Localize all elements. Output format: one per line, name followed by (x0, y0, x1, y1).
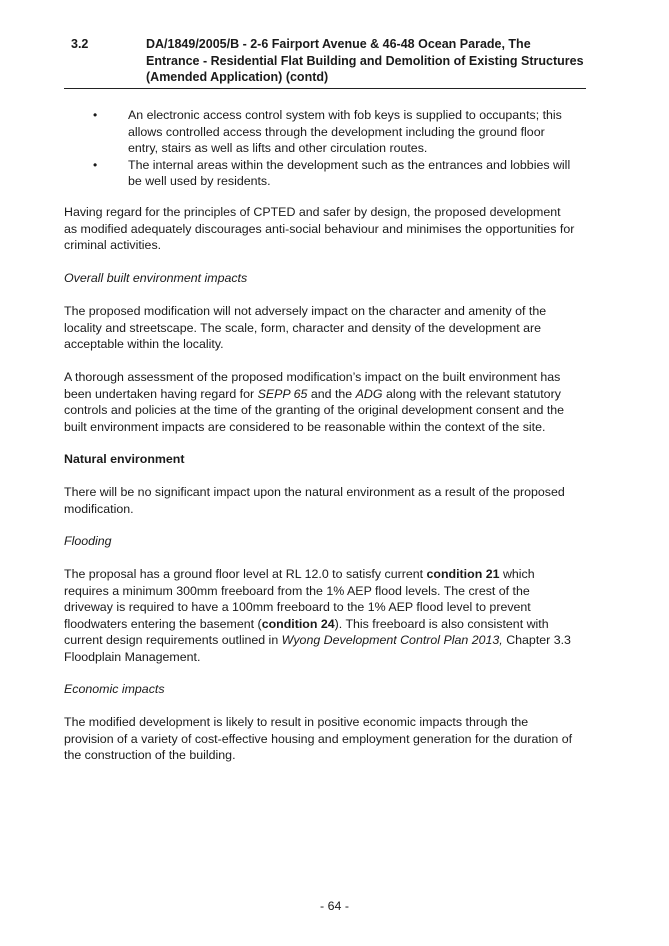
natural-heading: Natural environment (64, 452, 185, 466)
list-item (64, 157, 576, 190)
text-run: Chapter 3.3 Floodplain Management. (64, 633, 571, 664)
bullet-text: An electronic access control system with fob keys is supplied to occupants; this allows controlled access through the development including the ground floor entry, stairs as well as lifts and other circulation routes. (128, 108, 562, 155)
bullet-text: The internal areas within the development such as the entrances and lobbies will be well used by residents. (128, 157, 571, 188)
page-number: - 64 - (320, 899, 349, 913)
text-run: ). This freeboard is also consistent with current design requirements outlined in (64, 616, 549, 647)
flooding-paragraph (64, 566, 576, 665)
condition-reference: condition 21 (426, 567, 500, 581)
text-run: A thorough assessment of the proposed modification’s impact on the built environment has been undertaken having regard for (64, 370, 561, 401)
economic-paragraph: The modified development is likely to result in positive economic impacts through the provision of a variety of cost-effective housing and employment generation for the duration of the construction of the building. (64, 715, 573, 762)
overall-heading: Overall built environment impacts (64, 271, 248, 285)
overall-paragraph-1: The proposed modification will not adversely impact on the character and amenity of the locality and streetscape. The scale, form, character and density of the development are acceptable within the locality. (64, 304, 547, 351)
condition-reference: condition 24 (261, 616, 335, 631)
bullet-list (64, 107, 576, 190)
bullet-icon: • (93, 108, 98, 122)
text-run: which requires a minimum 300mm freeboard from the 1% AEP flood levels. The crest of the driveway is required to have a 100mm freeboard to the 1% AEP flood level to prevent floodwaters entering the basement ( (64, 567, 535, 631)
adg-reference: ADG (355, 386, 383, 401)
text-run: along with the relevant statutory controls and policies at the time of the granting of the original development consent and the built environment impacts are considered to be reasonable within the context of the site. (64, 386, 565, 434)
text-run: The proposal has a ground floor level at RL 12.0 to satisfy current (64, 567, 427, 581)
cpted-paragraph: Having regard for the principles of CPTED and safer by design, the proposed development as modified adequately discourages anti-social behaviour and minimises the opportunities for criminal activities. (64, 205, 575, 252)
overall-paragraph-2 (64, 369, 576, 435)
text-run: and the (307, 386, 356, 401)
sepp-reference: SEPP 65 (257, 386, 308, 401)
dcp-reference: Wyong Development Control Plan 2013, (281, 633, 503, 647)
section-number: 3.2 (71, 37, 89, 51)
natural-paragraph: There will be no significant impact upon the natural environment as a result of the proposed modification. (64, 485, 565, 516)
section-title: DA/1849/2005/B - 2-6 Fairport Avenue & 46-48 Ocean Parade, The Entrance - Residential Flat Building and Demolition of Existing Structures (Amended Application) (contd) (146, 37, 584, 84)
economic-heading: Economic impacts (64, 682, 165, 696)
section-header (64, 36, 586, 89)
bullet-icon: • (93, 157, 98, 172)
list-item (64, 107, 576, 157)
flooding-heading: Flooding (64, 534, 112, 548)
